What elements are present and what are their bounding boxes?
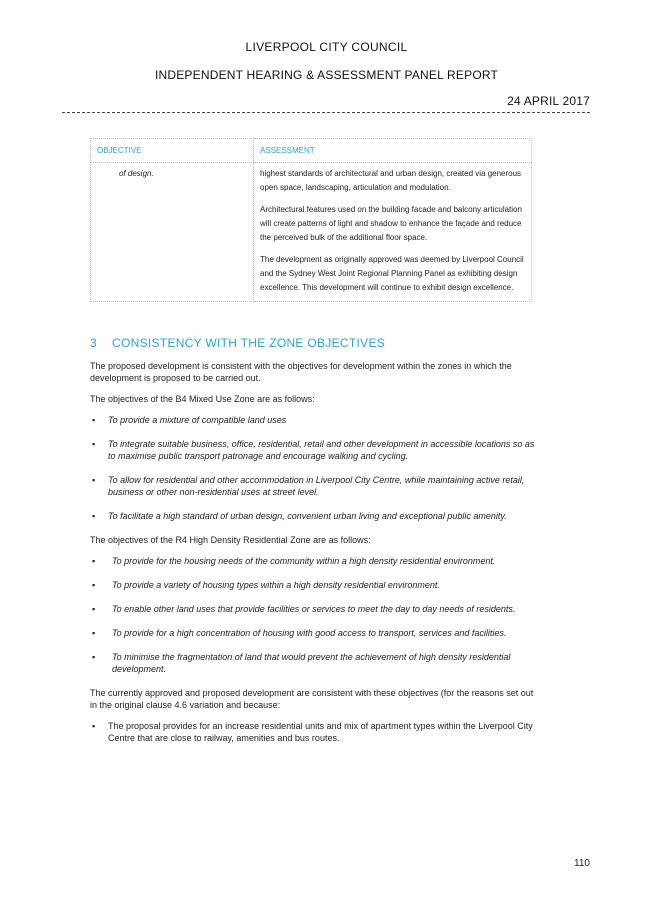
bullet-icon: ▪ xyxy=(92,556,96,566)
list-item: ▪ To allow for residential and other accommodation in Liverpool City Centre, while maintaining active retail, business or other non-residential uses at street level. xyxy=(92,475,525,497)
assessment-column-header: ASSESSMENT xyxy=(254,139,532,163)
objective-column-header: OBJECTIVE xyxy=(91,139,254,163)
r4-intro-paragraph: The objectives of the R4 High Density Residential Zone are as follows: xyxy=(90,535,371,545)
bullet-icon: ▪ xyxy=(92,652,96,662)
bullet-icon: ▪ xyxy=(92,721,96,731)
r4-objectives-list xyxy=(90,555,536,675)
assessment-paragraph: Architectural features used on the building facade and balcony articulation will create patterns of light and shadow to enhance the façade and reduce the perceived bulk of the additional floor space. xyxy=(260,205,522,242)
list-item: ▪ To provide a variety of housing types within a high density residential environment. xyxy=(92,580,440,590)
bullet-icon: ▪ xyxy=(92,415,96,425)
report-date: 24 APRIL 2017 xyxy=(507,94,590,108)
b4-intro-paragraph: The objectives of the B4 Mixed Use Zone are as follows: xyxy=(90,394,315,404)
assessment-paragraph: The development as originally approved was deemed by Liverpool Council and the Sydney West Joint Regional Planning Panel as exhibiting design excellence. This development will continue to exhibit design excellence. xyxy=(260,255,524,292)
bullet-icon: ▪ xyxy=(92,439,96,449)
objective-cell xyxy=(91,163,254,302)
section-heading xyxy=(90,336,385,350)
conclusion-list xyxy=(90,720,536,744)
list-item: ▪ To facilitate a high standard of urban design, convenient urban living and exceptional public amenity. xyxy=(92,511,507,521)
bullet-icon: ▪ xyxy=(92,628,96,638)
list-item: ▪ The proposal provides for an increase residential units and mix of apartment types within the Liverpool City Centre that are close to railway, amenities and bus routes. xyxy=(92,721,533,743)
table-header-row xyxy=(91,139,532,163)
section-number: 3 xyxy=(90,336,97,350)
objective-text: of design. xyxy=(119,169,154,178)
objective-assessment-table xyxy=(90,138,532,302)
list-item: ▪ To provide a mixture of compatible land uses xyxy=(92,415,287,425)
report-title: INDEPENDENT HEARING & ASSESSMENT PANEL REPORT xyxy=(154,68,499,82)
list-item: ▪ To minimise the fragmentation of land that would prevent the achievement of high density residential development. xyxy=(92,652,511,674)
list-item: ▪ To integrate suitable business, office, residential, retail and other development in accessible locations so as to maximise public transport patronage and encourage walking and cycling. xyxy=(92,439,535,461)
bullet-icon: ▪ xyxy=(92,511,96,521)
table-row xyxy=(91,163,532,302)
conclusion-paragraph: The currently approved and proposed development are consistent with these objectives (for the reasons set out in the original clause 4.6 variation and because: xyxy=(90,688,534,710)
page-number: 110 xyxy=(574,858,590,869)
list-item: ▪ To provide for the housing needs of the community within a high density residential environment. xyxy=(92,556,496,566)
bullet-icon: ▪ xyxy=(92,604,96,614)
bullet-icon: ▪ xyxy=(92,475,96,485)
list-item: ▪ To enable other land uses that provide facilities or services to meet the day to day needs of residents. xyxy=(92,604,516,614)
section-title: CONSISTENCY WITH THE ZONE OBJECTIVES xyxy=(112,336,386,350)
section-body xyxy=(90,360,536,756)
header-divider xyxy=(62,112,590,113)
intro-paragraph: The proposed development is consistent with the objectives for development within the zones in which the development is proposed to be carried out. xyxy=(90,361,512,383)
b4-objectives-list xyxy=(90,414,536,522)
council-title: LIVERPOOL CITY COUNCIL xyxy=(245,40,408,54)
assessment-paragraph: highest standards of architectural and urban design, created via generous open space, landscaping, articulation and modulation. xyxy=(260,169,522,192)
list-item: ▪ To provide for a high concentration of housing with good access to transport, services and facilities. xyxy=(92,628,507,638)
bullet-icon: ▪ xyxy=(92,580,96,590)
assessment-cell xyxy=(254,163,532,302)
